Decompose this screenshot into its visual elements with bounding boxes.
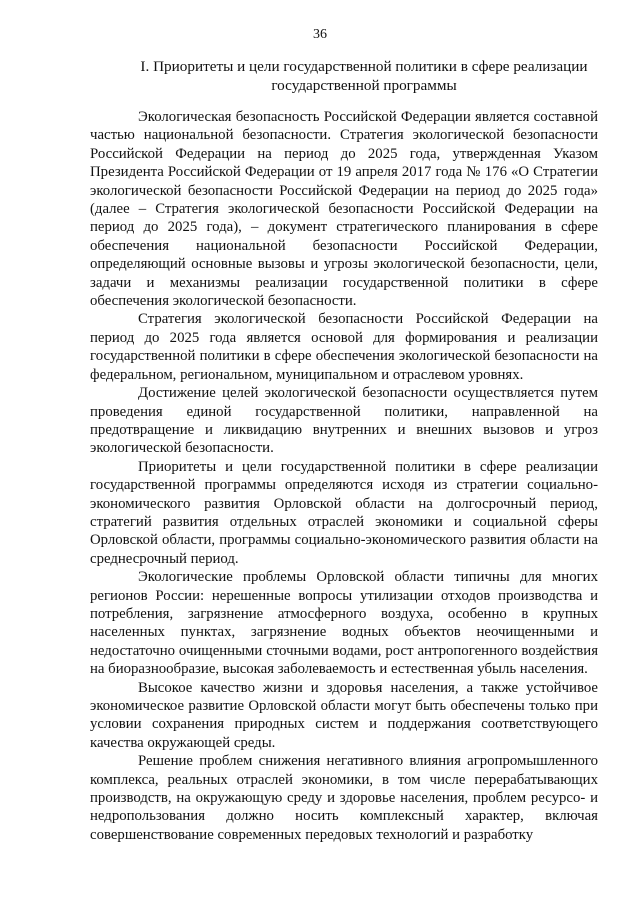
paragraph-7: Решение проблем снижения негативного влияния агропромышленного комплекса, реальных отраслей экономики, в том числе перерабатывающих производств, на окружающую среду и здоровье населения, проблем ресурсо- и недропользования должно носить комплексный характер, включая совершенствование современных передовых технологий и разработку: [90, 753, 598, 843]
paragraph-2: Стратегия экологической безопасности Российской Федерации на период до 2025 года является основой для формирования и реализации государственной политики в сфере обеспечения экологической безопасности на федеральном, региональном, муниципальном и отраслевом уровнях.: [90, 311, 598, 383]
paragraph-3: Достижение целей экологической безопасности осуществляется путем проведения единой государственной политики, направленной на предотвращение и ликвидацию внутренних и внешних вызовов и угроз экологической безопасности.: [90, 385, 598, 457]
paragraph-6: Высокое качество жизни и здоровья населения, а также устойчивое экономическое развитие Орловской области могут быть обеспечены только при условии сохранения природных систем и поддержания соответствующего качества окружающей среды.: [90, 679, 598, 751]
section-title: I. Приоритеты и цели государственной политики в сфере реализации государственной программы: [140, 58, 588, 94]
page-number: 36: [313, 27, 327, 42]
paragraph-4: Приоритеты и цели государственной политики в сфере реализации государственной программы определяются исходя из стратегии социально-экономического развития Орловской области на долгосрочный период, стратегий развития отдельных отраслей экономики и социальной сферы Орловской области, программы социально-экономического развития области на среднесрочный период.: [90, 458, 598, 567]
paragraph-1: Экологическая безопасность Российской Федерации является составной частью национальной безопасности. Стратегия экологической безопасности Российской Федерации на период до 2025 года, утвержденная Указом Президента Российской Федерации от 19 апреля 2017 года № 176 «О Стратегии экологической безопасности Российской Федерации на период до 2025 года» (далее – Стратегия экологической безопасности Российской Федерации на период до 2025 года), – документ стратегического планирования в сфере обеспечения национальной безопасности Российской Федерации, определяющий основные вызовы и угрозы экологической безопасности, цели, задачи и механизмы реализации государственной политики в сфере обеспечения экологической безопасности.: [90, 109, 598, 310]
body-text: [90, 108, 598, 844]
paragraph-5: Экологические проблемы Орловской области типичны для многих регионов России: нерешенные вопросы утилизации отходов производства и потребления, загрязнение атмосферного воздуха, особенно в крупных населенных пунктах, загрязнение водных объектов неочищенными и недостаточно очищенными сточными водами, рост антропогенного воздействия на биоразнообразие, высокая заболеваемость и естественная убыль населения.: [90, 569, 598, 678]
